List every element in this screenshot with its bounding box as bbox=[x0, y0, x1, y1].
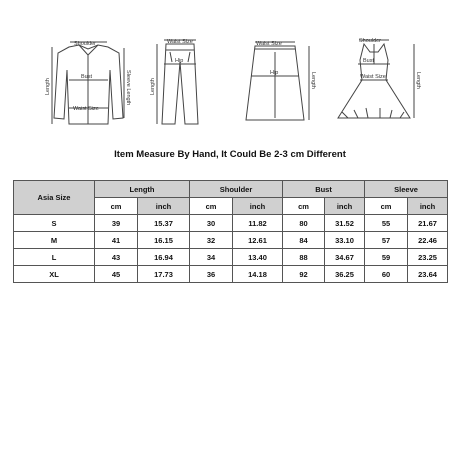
unit-cm-header: cm bbox=[95, 198, 138, 215]
inch-value-cell: 14.18 bbox=[233, 266, 283, 283]
inch-value-cell: 31.52 bbox=[325, 215, 365, 232]
bust-header: Bust bbox=[283, 181, 365, 198]
cm-value-cell: 88 bbox=[283, 249, 325, 266]
unit-cm-header: cm bbox=[190, 198, 233, 215]
dress-length-label: Length bbox=[415, 72, 421, 89]
inch-value-cell: 33.10 bbox=[325, 232, 365, 249]
shirt-sleeve-label: Sleeve Length bbox=[125, 70, 131, 106]
cm-value-cell: 92 bbox=[283, 266, 325, 283]
cm-value-cell: 84 bbox=[283, 232, 325, 249]
unit-inch-header: inch bbox=[408, 198, 448, 215]
length-header: Length bbox=[95, 181, 190, 198]
inch-value-cell: 22.46 bbox=[408, 232, 448, 249]
table-row bbox=[14, 249, 448, 266]
pants-hip-label: Hip bbox=[175, 58, 184, 64]
inch-value-cell: 12.61 bbox=[233, 232, 283, 249]
skirt-hip-label: Hip bbox=[270, 70, 279, 76]
pants-waist-label: Waist Size bbox=[167, 39, 193, 45]
cm-value-cell: 55 bbox=[365, 215, 408, 232]
inch-value-cell: 36.25 bbox=[325, 266, 365, 283]
unit-inch-header: inch bbox=[138, 198, 190, 215]
table-row bbox=[14, 215, 448, 232]
dress-shoulder-label: Shoulder bbox=[359, 38, 382, 44]
measurement-note: Item Measure By Hand, It Could Be 2-3 cm Different bbox=[114, 149, 346, 160]
size-label-cell: L bbox=[14, 249, 95, 266]
unit-cm-header: cm bbox=[365, 198, 408, 215]
asia-size-header: Asia Size bbox=[14, 181, 95, 215]
dress-diagram bbox=[322, 0, 432, 135]
shoulder-header: Shoulder bbox=[190, 181, 283, 198]
inch-value-cell: 34.67 bbox=[325, 249, 365, 266]
cm-value-cell: 30 bbox=[190, 215, 233, 232]
unit-cm-header: cm bbox=[283, 198, 325, 215]
size-label-cell: M bbox=[14, 232, 95, 249]
cm-value-cell: 34 bbox=[190, 249, 233, 266]
cm-value-cell: 80 bbox=[283, 215, 325, 232]
size-chart-table bbox=[13, 180, 448, 283]
unit-inch-header: inch bbox=[233, 198, 283, 215]
table-row bbox=[14, 232, 448, 249]
sleeve-header: Sleeve bbox=[365, 181, 448, 198]
pants-length-label: Length bbox=[150, 78, 156, 95]
inch-value-cell: 23.64 bbox=[408, 266, 448, 283]
skirt-diagram bbox=[234, 0, 316, 135]
inch-value-cell: 17.73 bbox=[138, 266, 190, 283]
size-label-cell: XL bbox=[14, 266, 95, 283]
table-row bbox=[14, 266, 448, 283]
cm-value-cell: 60 bbox=[365, 266, 408, 283]
shirt-bust-label: Bust bbox=[81, 74, 93, 80]
inch-value-cell: 21.67 bbox=[408, 215, 448, 232]
shirt-shoulder-label: Shoulder bbox=[74, 41, 97, 47]
cm-value-cell: 45 bbox=[95, 266, 138, 283]
cm-value-cell: 57 bbox=[365, 232, 408, 249]
inch-value-cell: 15.37 bbox=[138, 215, 190, 232]
size-table-body bbox=[14, 215, 448, 283]
inch-value-cell: 16.15 bbox=[138, 232, 190, 249]
inch-value-cell: 16.94 bbox=[138, 249, 190, 266]
skirt-length-label: Length bbox=[310, 72, 316, 89]
cm-value-cell: 32 bbox=[190, 232, 233, 249]
inch-value-cell: 23.25 bbox=[408, 249, 448, 266]
inch-value-cell: 13.40 bbox=[233, 249, 283, 266]
shirt-diagram bbox=[36, 0, 136, 135]
cm-value-cell: 39 bbox=[95, 215, 138, 232]
size-label-cell: S bbox=[14, 215, 95, 232]
cm-value-cell: 36 bbox=[190, 266, 233, 283]
shirt-waist-label: Waist Size bbox=[73, 106, 99, 112]
cm-value-cell: 59 bbox=[365, 249, 408, 266]
inch-value-cell: 11.82 bbox=[233, 215, 283, 232]
dress-waist-label: Waist Size bbox=[360, 74, 386, 80]
measurement-diagrams bbox=[0, 0, 460, 135]
dress-bust-label: Bust bbox=[363, 58, 375, 64]
cm-value-cell: 43 bbox=[95, 249, 138, 266]
pants-diagram bbox=[142, 0, 218, 135]
cm-value-cell: 41 bbox=[95, 232, 138, 249]
skirt-waist-label: Waist Size bbox=[256, 41, 282, 47]
shirt-length-label: Length bbox=[45, 78, 51, 95]
unit-inch-header: inch bbox=[325, 198, 365, 215]
